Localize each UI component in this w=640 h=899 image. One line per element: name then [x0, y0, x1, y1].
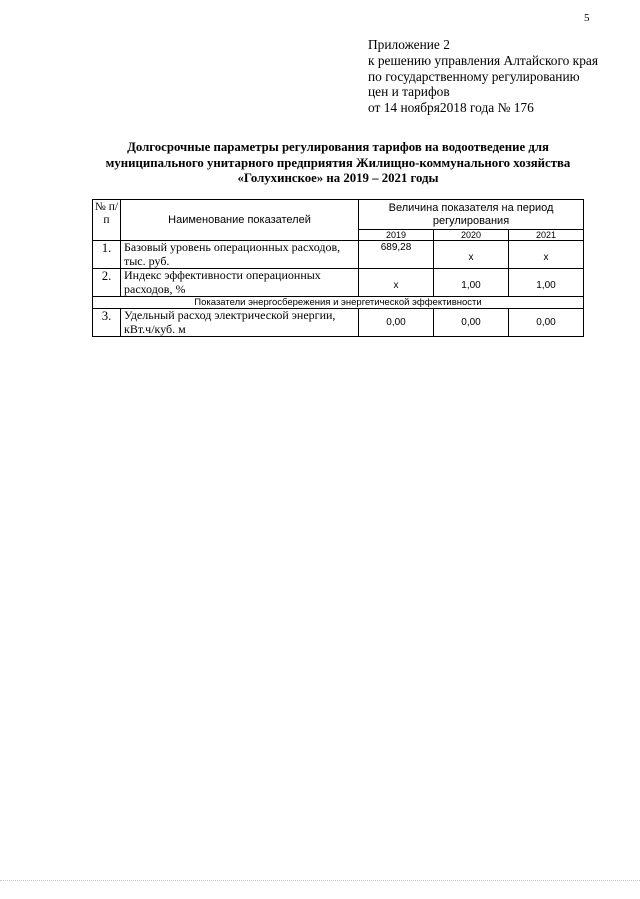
- row-value: 1,00: [434, 269, 509, 297]
- document-title: [80, 140, 596, 187]
- row-value: x: [359, 269, 434, 297]
- header-year: 2019: [359, 230, 434, 241]
- parameters-table: [92, 199, 584, 337]
- header-name: Наименование показателей: [121, 200, 359, 241]
- row-value: 1,00: [509, 269, 584, 297]
- row-name: Базовый уровень операционных расходов, тыс. руб.: [121, 241, 359, 269]
- row-num: 2.: [93, 269, 121, 297]
- row-value: x: [434, 241, 509, 269]
- appendix-line: от 14 ноября2018 года № 176: [368, 100, 534, 116]
- table-row: [93, 241, 584, 269]
- title-line: муниципального унитарного предприятия Жилищно-коммунального хозяйства: [105, 155, 571, 170]
- table-row: [93, 309, 584, 337]
- row-value: 0,00: [359, 309, 434, 337]
- row-name: Удельный расход электрической энергии, кВт.ч/куб. м: [121, 309, 359, 337]
- header-period: Величина показателя на период регулирования: [359, 200, 584, 230]
- title-line: Долгосрочные параметры регулирования тарифов на водоотведение для: [127, 140, 549, 154]
- header-year: 2020: [434, 230, 509, 241]
- table-row: [93, 269, 584, 297]
- row-value: 0,00: [509, 309, 584, 337]
- table-header-row: [93, 200, 584, 230]
- row-value: 0,00: [434, 309, 509, 337]
- section-row: [93, 297, 584, 309]
- row-num: 1.: [93, 241, 121, 269]
- appendix-line: цен и тарифов: [368, 84, 450, 100]
- header-num: № п/п: [93, 200, 121, 241]
- appendix-block: [368, 37, 598, 116]
- appendix-line: по государственному регулированию: [368, 68, 580, 84]
- footer-divider: [0, 880, 640, 881]
- page-number: 5: [584, 12, 590, 24]
- title-line: «Голухинское» на 2019 – 2021 годы: [237, 171, 439, 185]
- appendix-line: к решению управления Алтайского края: [368, 52, 598, 68]
- row-name: Индекс эффективности операционных расходов, %: [121, 269, 359, 297]
- row-value: x: [509, 241, 584, 269]
- row-num: 3.: [93, 309, 121, 337]
- row-value: 689,28: [359, 241, 434, 269]
- appendix-line: Приложение 2: [368, 37, 450, 52]
- header-year: 2021: [509, 230, 584, 241]
- section-title: Показатели энергосбережения и энергетической эффективности: [93, 297, 584, 309]
